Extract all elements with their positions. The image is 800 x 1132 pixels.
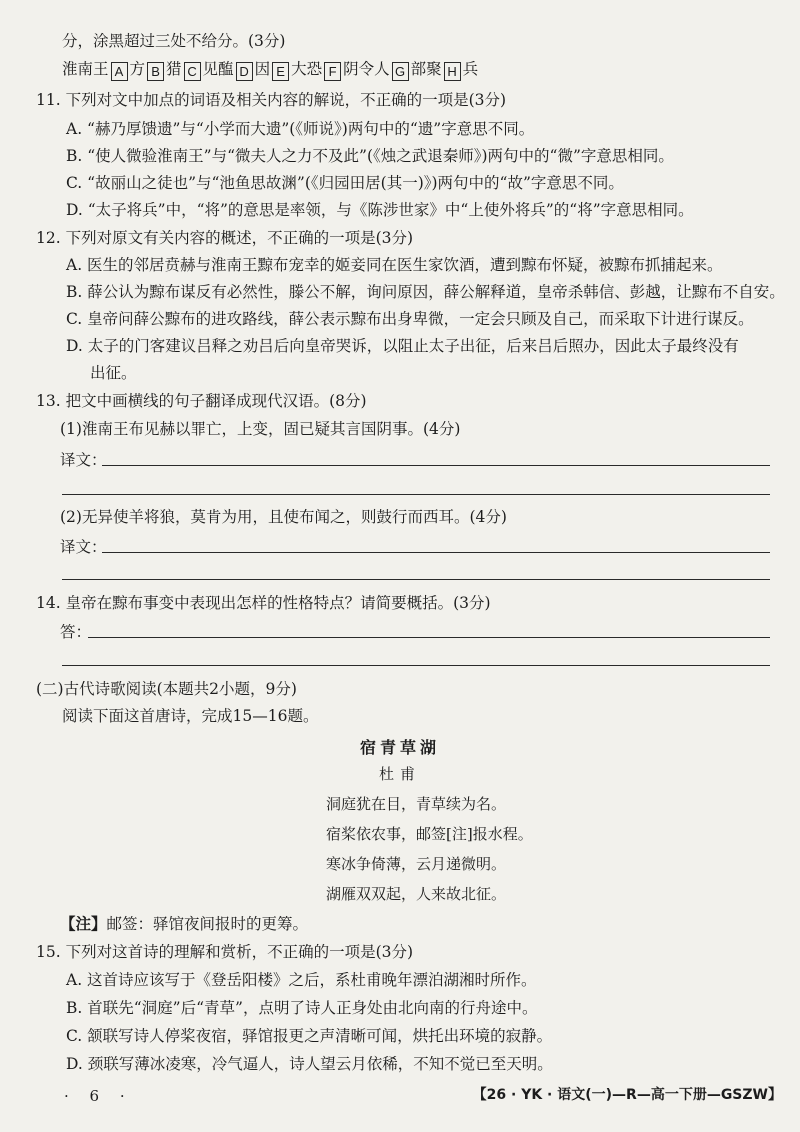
poem-line-2: 宿桨依农事，邮签[注]报水程。 <box>326 825 533 843</box>
q15-option-b[interactable]: B. 首联先“洞庭”后“青草”，点明了诗人正身处由北向南的行舟途中。 <box>66 999 538 1017</box>
section2-heading: (二)古代诗歌阅读(本题共2小题，9分) <box>36 680 297 698</box>
q14-stem: 14. 皇帝在黥布事变中表现出怎样的性格特点？请简要概括。(3分) <box>36 594 491 612</box>
poem-line-1: 洞庭犹在目，青草续为名。 <box>326 795 507 813</box>
q11-stem: 11. 下列对文中加点的词语及相关内容的解说，不正确的一项是(3分) <box>36 91 507 109</box>
seg-text: 因 <box>254 60 271 78</box>
break-option-box[interactable]: E <box>272 62 289 81</box>
q11-option-b[interactable]: B. “使人微验淮南王”与“微夫人之力不及此”(《烛之武退秦师》)两句中的“微”字意思相同。 <box>66 147 674 165</box>
q13-sub1: (1)淮南王布见赫以罪亡，上变，固已疑其言国阴事。(4分) <box>60 420 461 438</box>
note-label: 【注】 <box>60 914 107 933</box>
q13-sub1-answer-label: 译文： <box>60 451 107 469</box>
q15-option-c[interactable]: C. 颔联写诗人停桨夜宿，驿馆报更之声清晰可闻，烘托出环境的寂静。 <box>66 1027 553 1045</box>
seg-text: 部聚 <box>410 60 442 78</box>
q15-option-d[interactable]: D. 颈联写薄冰凌寒，冷气逼人，诗人望云月依稀，不知不觉已至天明。 <box>66 1055 553 1073</box>
intro-text: 分，涂黑超过三处不给分。(3分) <box>62 32 286 50</box>
q12-option-d-continued: 出征。 <box>90 364 137 382</box>
boxed-sentence <box>62 58 478 81</box>
q11-option-a[interactable]: A. “赫乃厚馈遗”与“小学而大遗”(《师说》)两句中的“遗”字意思不同。 <box>66 120 535 138</box>
seg-text: 猎 <box>166 60 182 78</box>
poem-note <box>60 913 800 935</box>
exam-code: 【26 · YK · 语文(一)—R—高一下册—GSZW】 <box>472 1087 782 1103</box>
q13-sub1-answer-line-2[interactable] <box>62 494 770 495</box>
q13-sub2-answer-line-1[interactable] <box>102 552 770 553</box>
poem-title: 宿青草湖 <box>359 738 440 757</box>
break-option-box[interactable]: B <box>147 62 164 81</box>
seg-text: 阴令人 <box>343 60 390 78</box>
seg-text: 淮南王 <box>62 60 109 78</box>
q12-stem: 12. 下列对原文有关内容的概述，不正确的一项是(3分) <box>36 229 414 247</box>
q12-option-d[interactable]: D. 太子的门客建议吕释之劝吕后向皇帝哭诉，以阻止太子出征，后来吕后照办，因此太子最终没有 <box>66 337 739 355</box>
break-option-box[interactable]: F <box>324 62 341 81</box>
poem-author: 杜甫 <box>378 765 421 783</box>
break-option-box[interactable]: C <box>184 62 201 81</box>
seg-text: 大恐 <box>291 60 323 78</box>
q14-answer-line-1[interactable] <box>88 637 770 638</box>
seg-text: 见醢 <box>202 60 234 78</box>
break-option-box[interactable]: D <box>236 62 253 81</box>
seg-text: 方 <box>129 60 146 78</box>
poem-line-3: 寒冰争倚薄，云月递微明。 <box>326 855 507 873</box>
q12-option-b[interactable]: B. 薛公认为黥布谋反有必然性，滕公不解，询问原因，薛公解释道，皇帝杀韩信、彭越，让黥布不自安。 <box>66 283 785 301</box>
section2-instruction: 阅读下面这首唐诗，完成15—16题。 <box>62 707 319 725</box>
page-number: · 6 · <box>64 1087 133 1105</box>
q11-option-c[interactable]: C. “故丽山之徒也”与“池鱼思故渊”(《归园田居(其一)》)两句中的“故”字意思不同。 <box>66 174 624 192</box>
break-option-box[interactable]: G <box>392 62 409 81</box>
note-text: 邮签：驿馆夜间报时的更筹。 <box>106 915 309 933</box>
q15-stem: 15. 下列对这首诗的理解和赏析，不正确的一项是(3分) <box>36 943 414 961</box>
q11-option-d[interactable]: D. “太子将兵”中，“将”的意思是率领，与《陈涉世家》中“上使外将兵”的“将”字意思相同。 <box>66 201 694 219</box>
q13-sub2-answer-line-2[interactable] <box>62 579 770 580</box>
seg-text: 兵 <box>462 60 479 78</box>
q12-option-c[interactable]: C. 皇帝问薛公黥布的进攻路线，薛公表示黥布出身卑微，一定会只顾及自己，而采取下计进行谋反。 <box>66 310 754 328</box>
q12-option-a[interactable]: A. 医生的邻居贲赫与淮南王黥布宠幸的姬妾同在医生家饮酒，遭到黥布怀疑，被黥布抓捕起来。 <box>66 256 723 274</box>
break-option-box[interactable]: A <box>111 62 128 81</box>
break-option-box[interactable]: H <box>444 62 461 81</box>
q13-sub2-answer-label: 译文： <box>60 538 107 556</box>
q13-stem: 13. 把文中画横线的句子翻译成现代汉语。(8分) <box>36 392 367 410</box>
poem-line-4: 湖雁双双起，人来故北征。 <box>326 885 507 903</box>
q14-answer-label: 答： <box>60 623 92 641</box>
q13-sub2: (2)无异使羊将狼，莫肯为用，且使布闻之，则鼓行而西耳。(4分) <box>60 508 507 526</box>
q14-answer-line-2[interactable] <box>62 665 770 666</box>
q15-option-a[interactable]: A. 这首诗应该写于《登岳阳楼》之后，系杜甫晚年漂泊湖湘时所作。 <box>66 971 537 989</box>
q13-sub1-answer-line-1[interactable] <box>102 465 770 466</box>
